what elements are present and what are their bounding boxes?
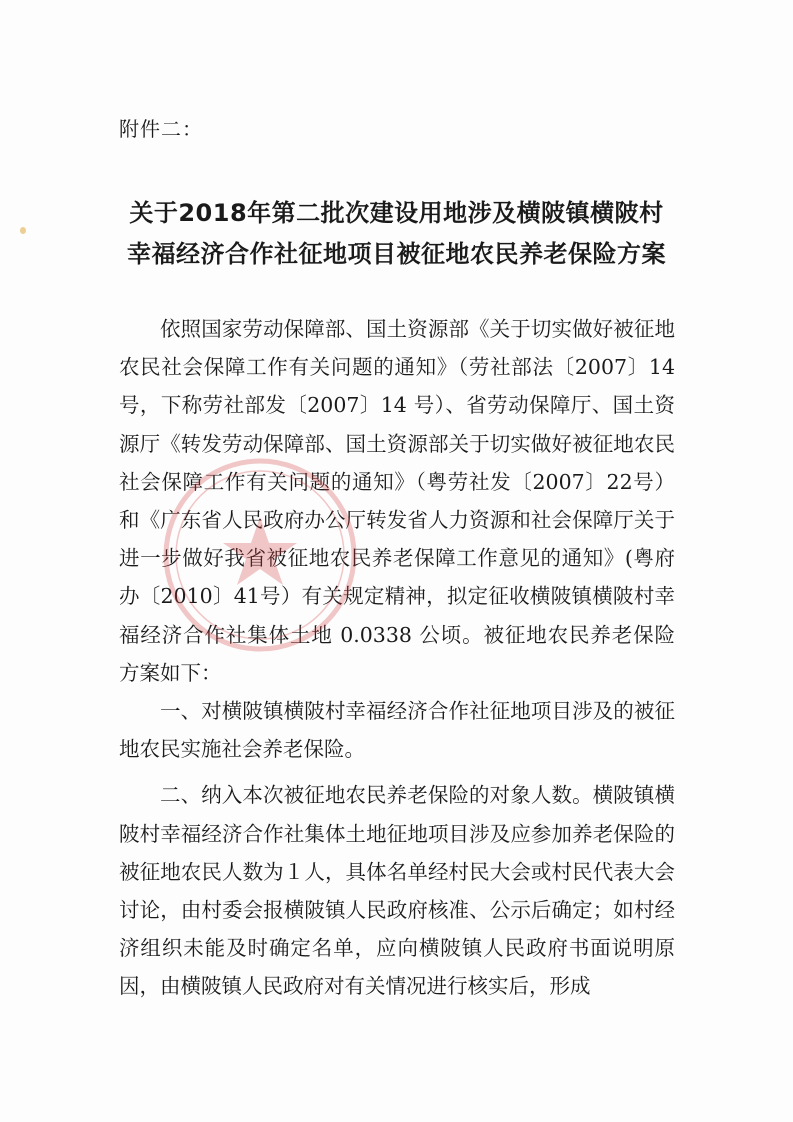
scan-speck [20, 227, 26, 234]
body-paragraph-item-2: 二、纳入本次被征地农民养老保险的对象人数。横陂镇横陂村幸福经济合作社集体土地征地项目涉及应参加养老保险的被征地农民人数为１人，具体名单经村民大会或村民代表大会讨论，由村委会报横陂镇人民政府核准、公示后确定；如村经济组织未能及时确定名单，应向横陂镇人民政府书面说明原因，由横陂镇人民政府对有关情况进行核实后，形成 [119, 783, 675, 999]
document-title-line-1: 关于2018年第二批次建设用地涉及横陂镇横陂村 [129, 199, 664, 227]
body-paragraph-item-1: 一、对横陂镇横陂村幸福经济合作社征地项目涉及的被征地农民实施社会养老保险。 [119, 699, 675, 762]
document-title-line-2: 幸福经济合作社征地项目被征地农民养老保险方案 [127, 240, 666, 268]
body-paragraph-intro: 依照国家劳动保障部、国土资源部《关于切实做好被征地农民社会保障工作有关问题的通知》（劳社部法〔2007〕14号，下称劳社部发〔2007〕14 号）、省劳动保障厅、国土资源厅《转发劳动保障部、国土资源部关于切实做好被征地农民社会保障工作有关问题的通知》（粤劳社发〔2007〕22号）和《广东省人民政府办公厅转发省人力资源和社会保障厅关于进一步做好我省被征地农民养老保障工作意见的通知》(粤府办〔2010〕41号）有关规定精神，拟定征收横陂镇横陂村幸福经济合作社集体土地 0.0338 公顷。被征地农民养老保险方案如下： [119, 317, 675, 685]
document-body [119, 310, 675, 1006]
attachment-label: 附件二： [119, 117, 203, 141]
